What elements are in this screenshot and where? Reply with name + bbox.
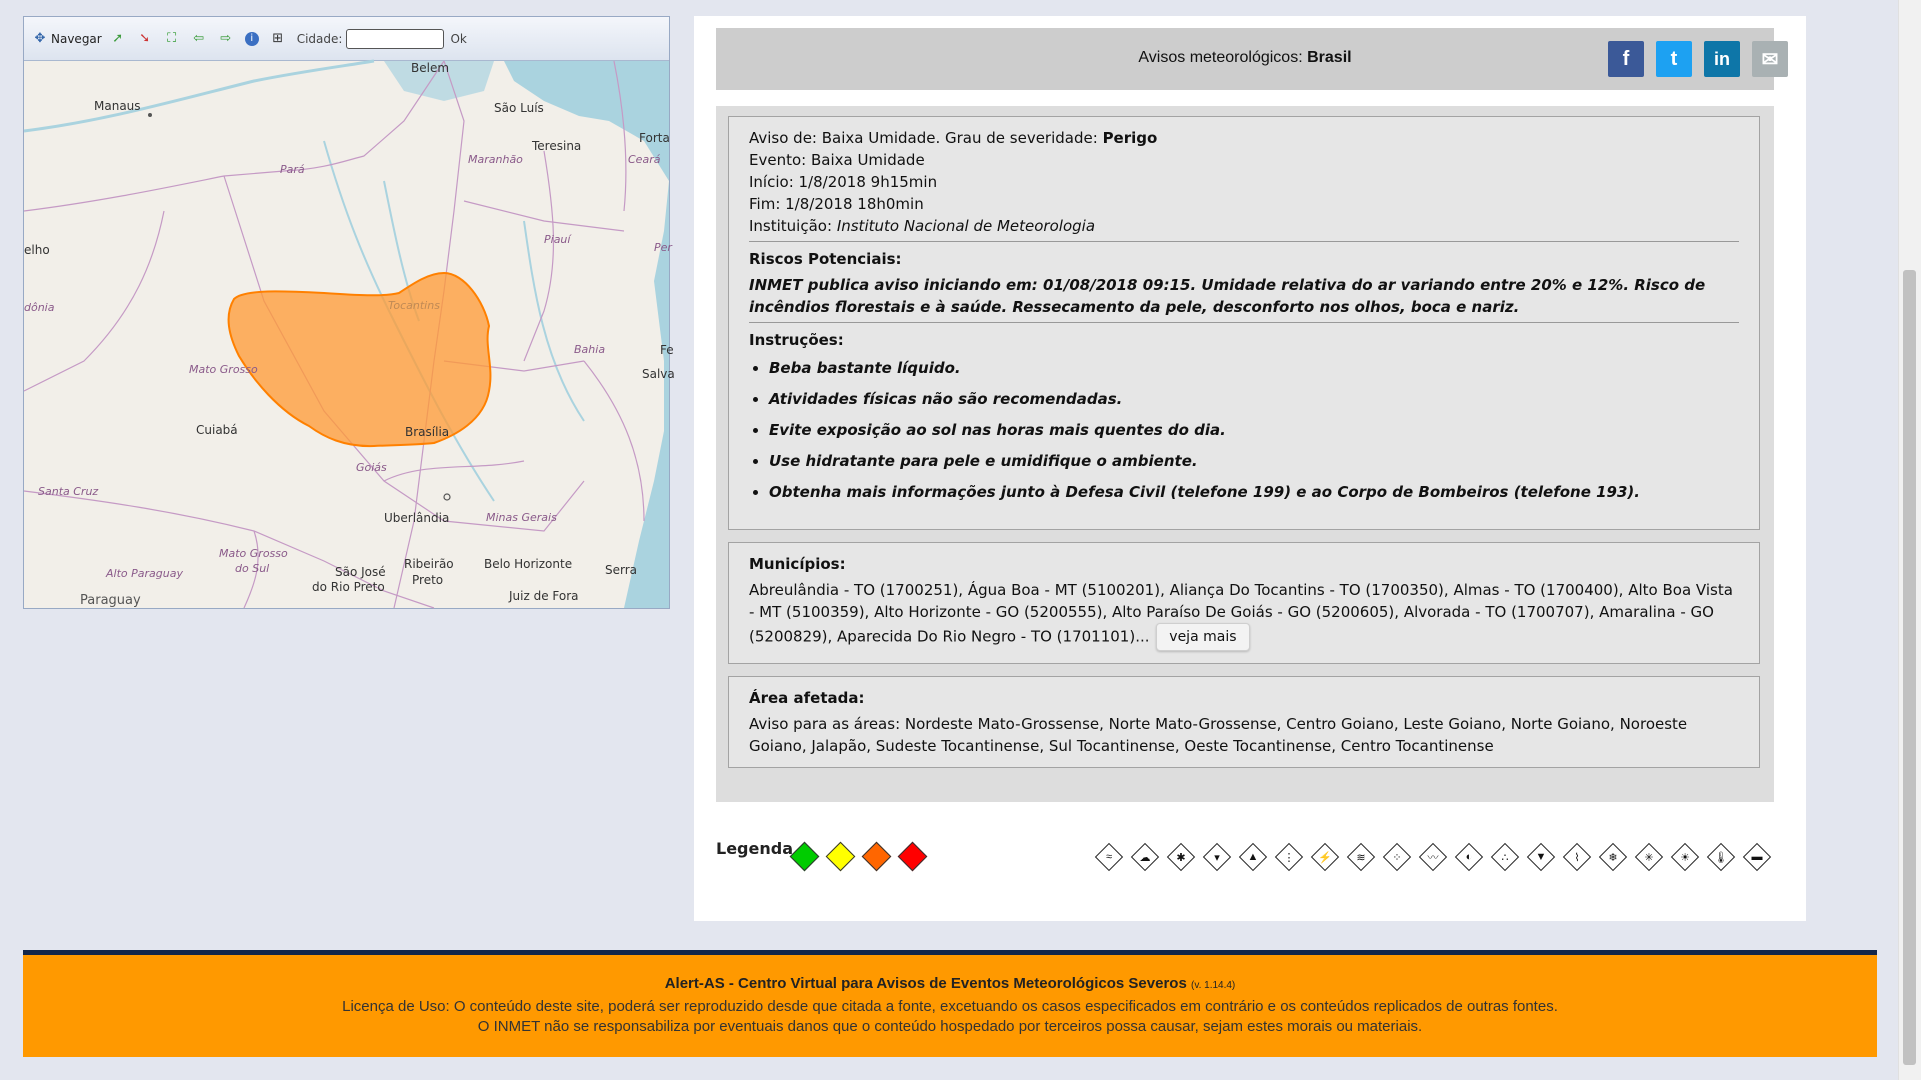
previous-view-tool[interactable]: [191, 31, 210, 47]
hail-icon: ▾: [1204, 844, 1230, 870]
zoom-out-icon: ➘: [139, 31, 151, 46]
zoom-out-tool[interactable]: [137, 31, 156, 47]
see-more-button[interactable]: veja mais: [1156, 623, 1249, 651]
event-type-legend: [1096, 844, 1780, 870]
alert-type-label: Aviso de: Baixa Umidade. Grau de severidade:: [749, 129, 1098, 147]
alert-details-area: [716, 106, 1774, 802]
map-label-belem: Belem: [411, 61, 450, 75]
wind-icon: ≈: [1096, 844, 1122, 870]
fullscreen-icon: ⛶: [167, 31, 177, 46]
map-label-belo-horizonte: Belo Horizonte: [484, 557, 573, 571]
grid-icon: ⊞: [272, 31, 284, 46]
map-toolbar: [24, 17, 669, 61]
instruction-item: • Use hidratante para pele e umidifique o ambiente.: [769, 450, 1739, 472]
arrow-right-icon: ⇨: [220, 31, 232, 46]
linkedin-icon: in: [1714, 48, 1730, 69]
municipalities-text-wrap: [749, 579, 1739, 651]
footer-version: (v. 1.14.4): [1190, 980, 1236, 991]
map-label-fortaleza: Forta: [639, 131, 670, 145]
map-label-cuiaba: Cuiabá: [196, 423, 238, 437]
facebook-icon: f: [1622, 47, 1630, 70]
frost-icon: ❄: [1600, 844, 1626, 870]
info-icon: i: [245, 32, 259, 46]
event-line: Evento: Baixa Umidade: [749, 151, 925, 169]
zoom-in-tool[interactable]: [110, 31, 129, 47]
instructions-title: Instruções:: [749, 331, 844, 349]
map-label-sao-jose-2: do Rio Preto: [312, 580, 385, 594]
instruction-item: • Evite exposição ao sol nas horas mais quentes do dia.: [769, 419, 1739, 441]
severity-red-icon: [898, 842, 928, 872]
instruction-item: • Atividades físicas não são recomendadas.: [769, 388, 1739, 410]
title-prefix: Avisos meteorológicos:: [1138, 49, 1303, 66]
map-label-brasilia: Brasília: [405, 425, 450, 439]
city-label: Cidade:: [296, 31, 343, 46]
email-icon: ✉: [1761, 48, 1779, 71]
severity-green-icon: [790, 842, 820, 872]
linkedin-share-button[interactable]: [1704, 41, 1740, 77]
email-share-button[interactable]: [1752, 41, 1788, 77]
municipalities-text: Abreulândia - TO (1700251), Água Boa - MT (5100201), Aliança Do Tocantins - TO (1700350), Almas - TO (1700400), Alto Boa Vista - MT (5100359), Alto Horizonte - GO (5200555), Alto Paraíso De Goiás - GO (5200605), Alvorada - TO (1700707), Amaralina - GO (5200829), Aparecida Do Rio Negro - TO (1701101)...: [749, 581, 1733, 646]
instructions-list: [749, 357, 1739, 503]
municipalities-box: [728, 542, 1760, 664]
info-tool[interactable]: [245, 32, 262, 46]
map-label-goias: Goiás: [356, 461, 387, 474]
scrollbar-thumb[interactable]: [1903, 270, 1916, 1065]
vertical-scrollbar[interactable]: [1898, 0, 1921, 1080]
rain-icon: ⋮: [1276, 844, 1302, 870]
fog-icon: ≋: [1348, 844, 1374, 870]
risks-title: Riscos Potenciais:: [749, 250, 902, 268]
map-label-mato-grosso-sul-1: Mato Grosso: [219, 547, 288, 560]
map-label-velho: elho: [24, 243, 50, 257]
map-label-salvador: Salva: [642, 367, 675, 381]
map-label-sao-jose-1: São José: [335, 565, 386, 579]
zoom-extent-tool[interactable]: [164, 31, 183, 47]
navigate-label: Navegar: [51, 31, 102, 46]
severity-yellow-icon: [826, 842, 856, 872]
divider: [749, 322, 1739, 323]
drizzle-icon: ⁘: [1384, 844, 1410, 870]
instruction-item: • Beba bastante líquido.: [769, 357, 1739, 379]
institution-value: Instituto Nacional de Meteorologia: [836, 217, 1096, 235]
map-label-feira: Fe: [660, 343, 674, 357]
low-humidity-icon: ◐: [1456, 844, 1482, 870]
zoom-in-icon: ➚: [112, 31, 124, 46]
footer-title-line: [23, 975, 1877, 992]
lightning-icon: ▲: [1240, 844, 1266, 870]
temperature-icon: 🌡: [1708, 844, 1734, 870]
footer: [23, 955, 1877, 1057]
thunderstorm-icon: ⚡: [1312, 844, 1338, 870]
city-search: [297, 29, 467, 49]
divider: [749, 241, 1739, 242]
arrow-left-icon: ⇦: [193, 31, 205, 46]
twitter-icon: t: [1670, 47, 1678, 70]
institution-label: Instituição:: [749, 217, 833, 235]
severity-orange-icon: [862, 842, 892, 872]
map-label-teresina: Teresina: [532, 139, 582, 153]
storm-surge-icon: 〰: [1420, 844, 1446, 870]
cold-icon: ✳: [1636, 844, 1662, 870]
map-label-sao-luis: São Luís: [494, 101, 544, 115]
map-label-mato-grosso-sul-2: do Sul: [235, 562, 270, 575]
next-view-tool[interactable]: [218, 31, 237, 47]
navigate-tool[interactable]: [32, 31, 102, 47]
map-label-juiz-de-fora: Juiz de Fora: [509, 589, 579, 603]
cloud-icon: ☁: [1132, 844, 1158, 870]
map-label-paraguay: Paraguay: [80, 593, 141, 608]
ok-button[interactable]: Ok: [450, 31, 467, 46]
start-line: Início: 1/8/2018 9h15min: [749, 173, 938, 191]
end-line: Fim: 1/8/2018 18h0min: [749, 195, 924, 213]
map-label-ceara: Ceará: [628, 153, 661, 166]
footer-disclaimer: O INMET não se responsabiliza por eventuais danos que o conteúdo hospedado por terceiros possa causar, sejam estes morais ou materiais.: [477, 1018, 1423, 1035]
map-label-per: Per: [654, 241, 672, 254]
main-panel: [694, 16, 1806, 921]
map-label-maranhao: Maranhão: [468, 153, 523, 166]
footer-license: Licença de Uso: O conteúdo deste site, poderá ser reproduzido desde que citada a fonte, excetuando os casos especificados em contrário e os conteúdos replicados de outras fontes.: [342, 998, 1558, 1015]
heat-icon: ☀: [1672, 844, 1698, 870]
map-label-alto-paraguay: Alto Paraguay: [106, 567, 183, 580]
institution-line: [749, 215, 1739, 237]
instruction-item: • Obtenha mais informações junto à Defesa Civil (telefone 199) e ao Corpo de Bombeiros (telefone 193).: [769, 481, 1739, 503]
map-label-piaui: Piauí: [544, 233, 571, 246]
severity-legend: [794, 846, 938, 867]
footer-title: Alert-AS - Centro Virtual para Avisos de Eventos Meteorológicos Severos: [664, 975, 1187, 992]
map-label-para: Pará: [280, 163, 305, 176]
map-label-ribeirao-preto-1: Ribeirão: [404, 557, 454, 571]
map-label-bahia: Bahia: [574, 343, 606, 356]
legend-title: Legenda: [716, 839, 793, 858]
header-bar: [716, 28, 1779, 90]
dust-icon: ∴: [1492, 844, 1518, 870]
sea-icon: ▬: [1744, 844, 1770, 870]
map-label-serra: Serra: [605, 563, 638, 577]
map-label-uberlandia: Uberlândia: [384, 511, 450, 525]
map-label-minas-gerais: Minas Gerais: [486, 511, 557, 524]
map-label-ribeirao-preto-2: Preto: [412, 573, 444, 587]
map-label-manaus: Manaus: [94, 99, 141, 113]
risks-text: INMET publica aviso iniciando em: 01/08/2018 09:15. Umidade relativa do ar variando entre 20% e 12%. Risco de incêndios florestais e à saúde. Ressecamento da pele, desconforto nos olhos, boca e nariz.: [749, 276, 1706, 316]
city-input[interactable]: [346, 29, 444, 49]
severity-value: Perigo: [1102, 129, 1158, 147]
affected-area-text: Aviso para as áreas: Nordeste Mato-Grossense, Norte Mato-Grossense, Centro Goiano, Leste Goiano, Norte Goiano, Noroeste Goiano, Jalapão, Sudeste Tocantinense, Sul Tocantinense, Oeste Tocantinense, Centro Tocantinense: [749, 715, 1688, 755]
alert-info-box: [728, 116, 1760, 530]
map-label-rondonia: dônia: [24, 301, 55, 314]
map-label-mato-grosso: Mato Grosso: [189, 363, 258, 376]
alert-type-line: [749, 127, 1739, 149]
map-panel[interactable]: [23, 16, 675, 609]
snow-icon: ✱: [1168, 844, 1194, 870]
municipalities-title: Municípios:: [749, 555, 846, 573]
title-region: Brasil: [1307, 49, 1352, 66]
flood-icon: ⌇: [1564, 844, 1590, 870]
facebook-share-button[interactable]: [1608, 41, 1644, 77]
map-label-santa-cruz: Santa Cruz: [38, 485, 99, 498]
move-icon: ✥: [34, 31, 46, 46]
grid-tool[interactable]: [270, 31, 289, 47]
affected-area-title: Área afetada:: [749, 689, 865, 707]
tornado-icon: ▼: [1528, 844, 1554, 870]
twitter-share-button[interactable]: [1656, 41, 1692, 77]
affected-area-box: [728, 676, 1760, 768]
map-label-tocantins: Tocantins: [388, 299, 440, 312]
